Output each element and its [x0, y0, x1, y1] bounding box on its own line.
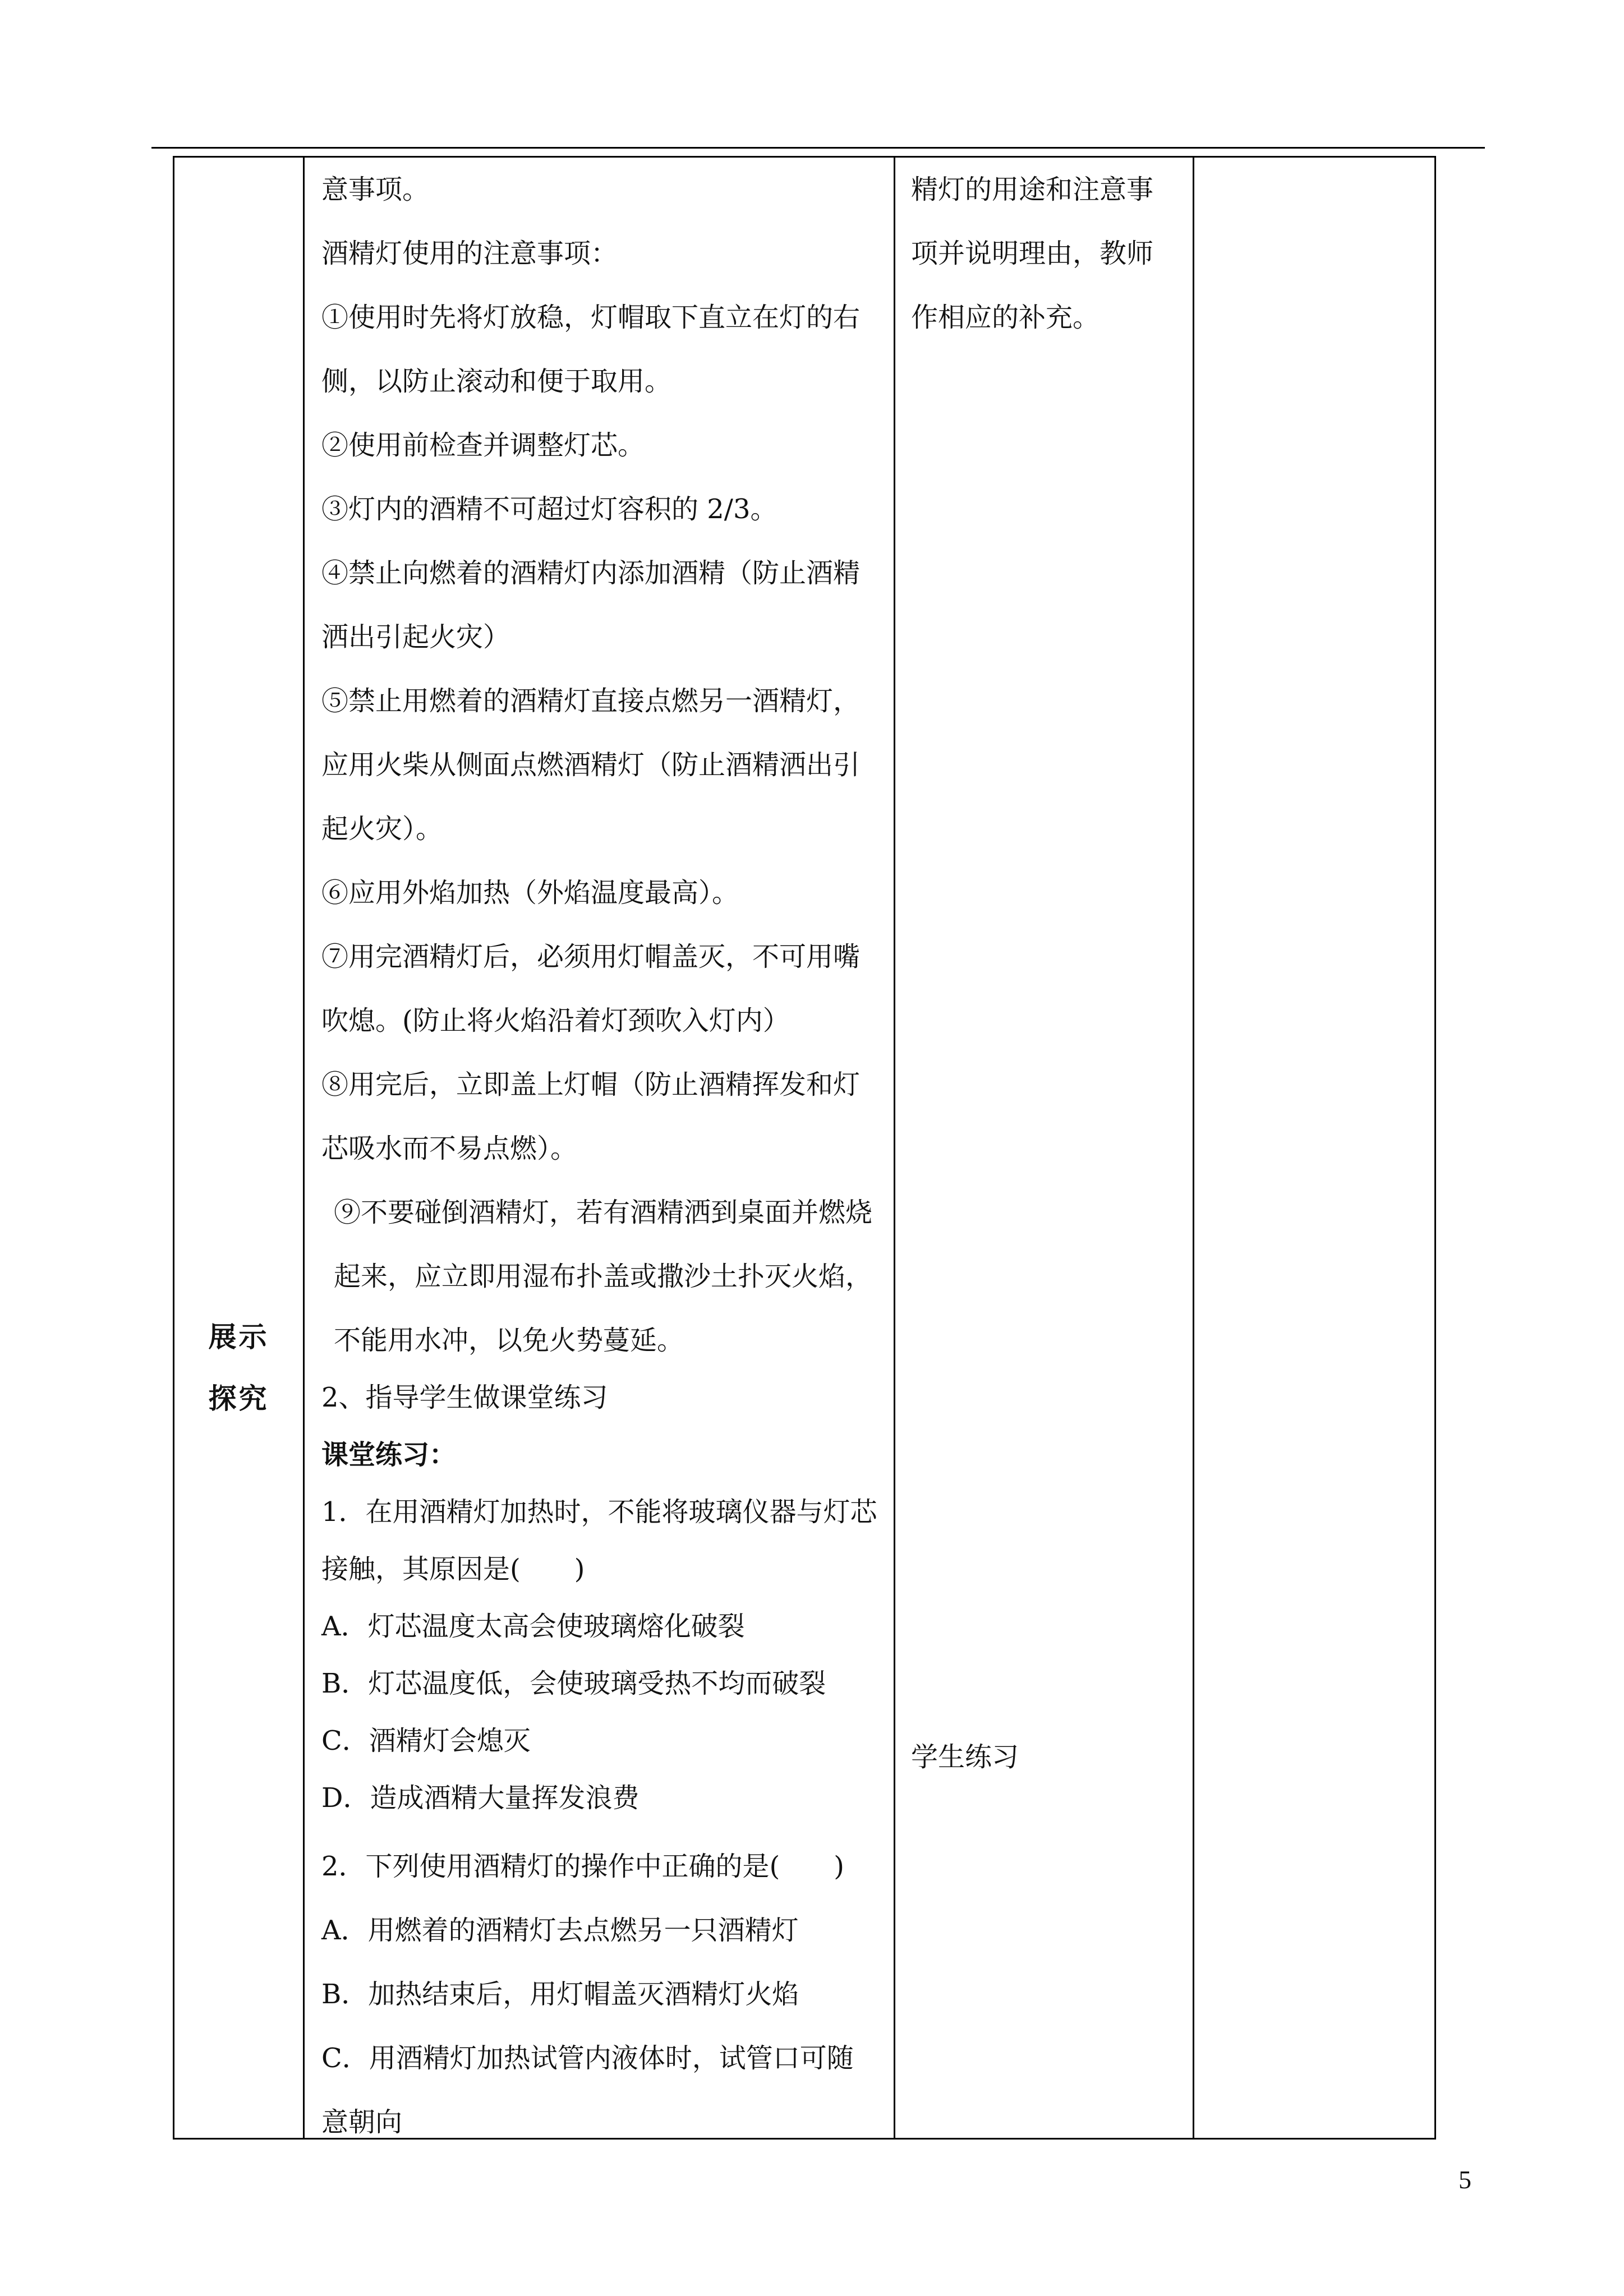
note-2: ②使用前检查并调整灯芯。	[321, 430, 645, 461]
student-activity-text: 精灯的用途和注意事项并说明理由，教师作相应的补充。	[911, 174, 1154, 333]
note-9: ⑨不要碰倒酒精灯，若有酒精洒到桌面并燃烧起来，应立即用湿布扑盖或撒沙土扑灭火焰，不能用水冲，以免火势蔓延。	[334, 1197, 873, 1356]
q1-stem: 1．在用酒精灯加热时，不能将玻璃仪器与灯芯接触，其原因是( )	[321, 1496, 877, 1585]
q2-stem: 2．下列使用酒精灯的操作中正确的是( )	[321, 1851, 844, 1882]
stage-cell	[174, 157, 304, 2139]
q1-option-d: D．造成酒精大量挥发浪费	[321, 1782, 640, 1814]
note-1: ①使用时先将灯放稳，灯帽取下直立在灯的右侧，以防止滚动和便于取用。	[321, 302, 861, 397]
guide-line: 2、指导学生做课堂练习	[321, 1382, 608, 1413]
stage-label-line-1: 展示	[208, 1320, 269, 1353]
stage-label	[174, 1306, 303, 1430]
lamp-notes-title: 酒精灯使用的注意事项：	[321, 238, 618, 269]
exercise-title: 课堂练习：	[321, 1439, 457, 1470]
student-activity-cell	[895, 157, 1194, 2139]
notes-cell	[1194, 157, 1436, 2139]
intro-tail: 意事项。	[321, 174, 430, 205]
note-3: ③灯内的酒精不可超过灯容积的 2/3。	[321, 494, 778, 525]
note-5: ⑤禁止用燃着的酒精灯直接点燃另一酒精灯，应用火柴从侧面点燃酒精灯（防止酒精洒出引起火灾）。	[321, 685, 861, 845]
note-4: ④禁止向燃着的酒精灯内添加酒精（防止酒精洒出引起火灾）	[321, 557, 861, 653]
lesson-table	[173, 156, 1436, 2140]
header-rule	[151, 147, 1485, 149]
page-number: 5	[1459, 2165, 1471, 2194]
note-7: ⑦用完酒精灯后，必须用灯帽盖灭，不可用嘴吹熄。(防止将火焰沿着灯颈吹入灯内）	[321, 941, 861, 1036]
q2-option-b: B．加热结束后，用灯帽盖灭酒精灯火焰	[321, 1979, 799, 2010]
stage-label-line-2: 探究	[208, 1382, 269, 1415]
q1-option-a: A．灯芯温度太高会使玻璃熔化破裂	[321, 1611, 745, 1642]
q1-option-c: C．酒精灯会熄灭	[321, 1725, 531, 1756]
q2-option-a: A．用燃着的酒精灯去点燃另一只酒精灯	[321, 1915, 799, 1946]
note-6: ⑥应用外焰加热（外焰温度最高）。	[321, 877, 739, 909]
q2-option-c: C．用酒精灯加热试管内液体时，试管口可随意朝向	[321, 2043, 854, 2138]
note-8: ⑧用完后，立即盖上灯帽（防止酒精挥发和灯芯吸水而不易点燃）。	[321, 1069, 861, 1164]
teacher-content-cell	[304, 157, 895, 2139]
student-practice-text: 学生练习	[911, 1741, 1019, 1773]
q1-option-b: B．灯芯温度低，会使玻璃受热不均而破裂	[321, 1668, 826, 1699]
